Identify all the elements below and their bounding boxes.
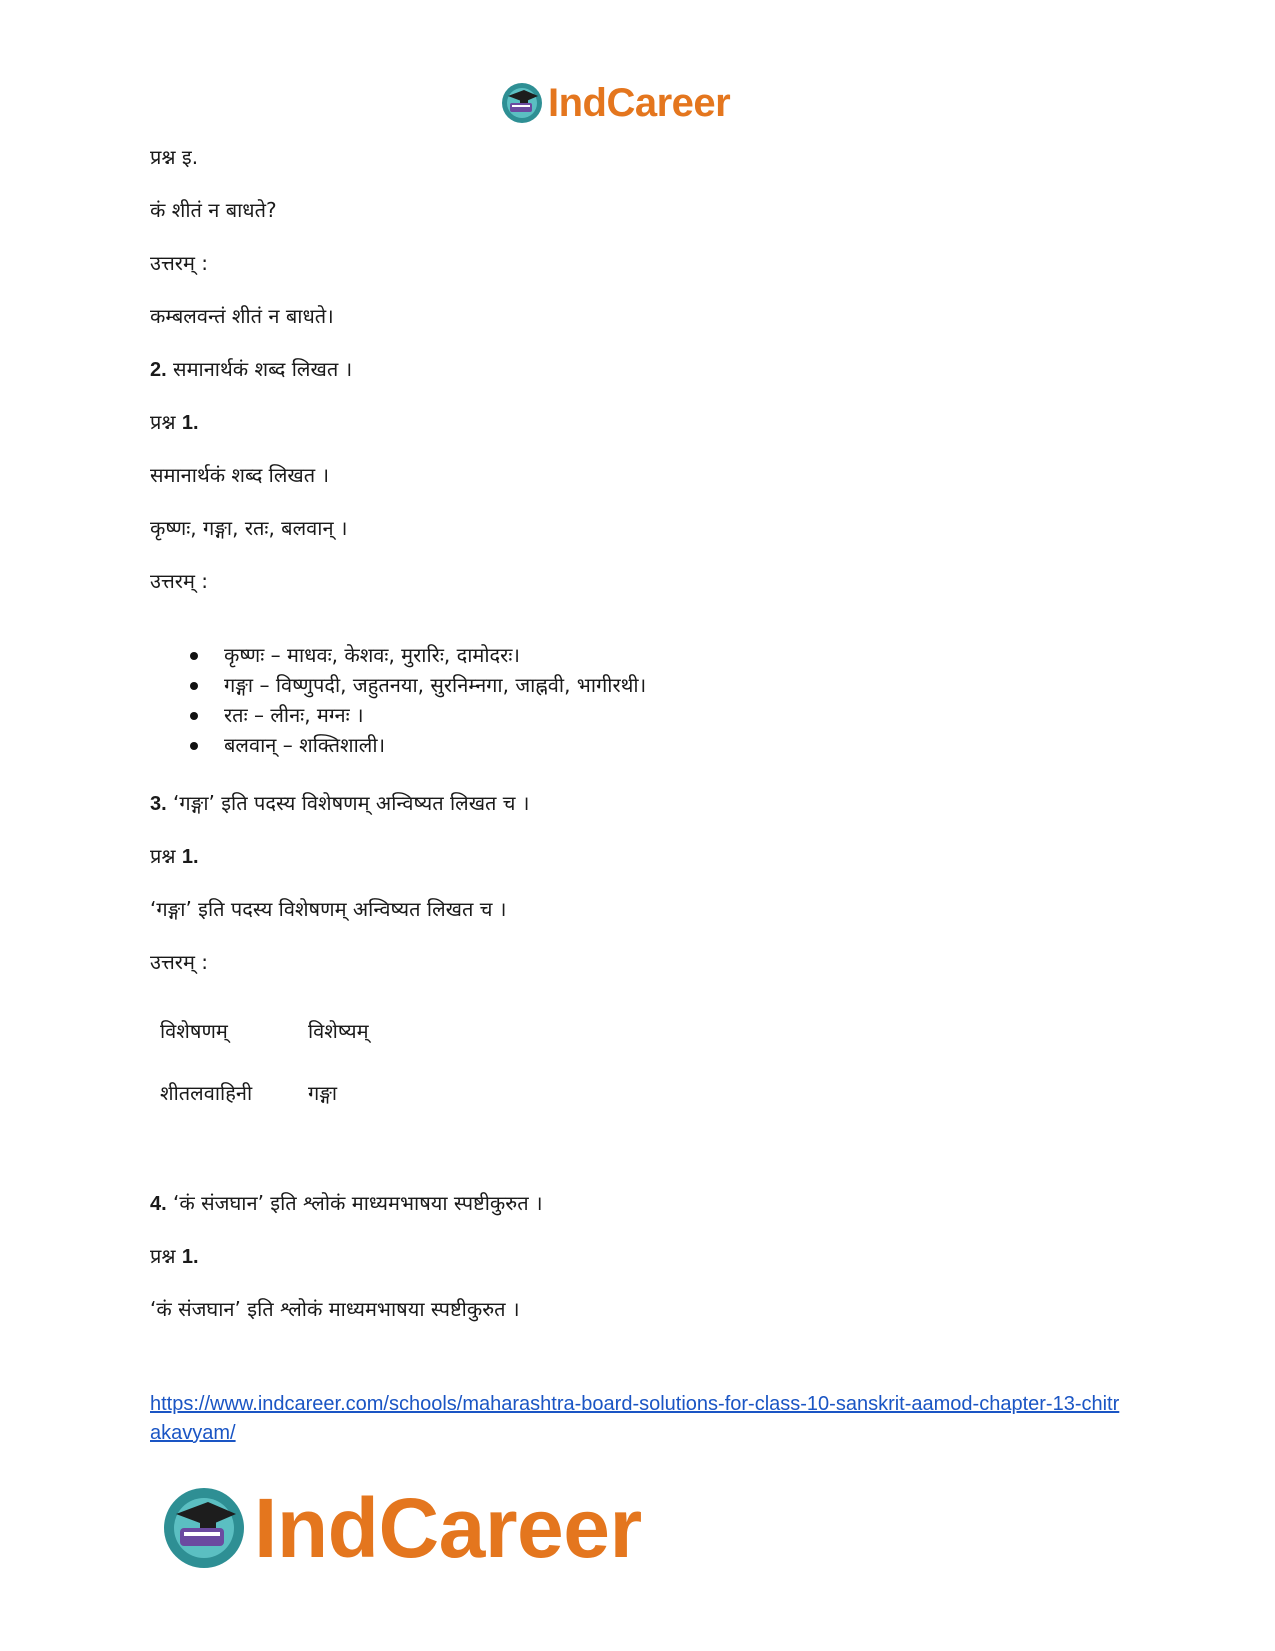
question-number: 1. bbox=[181, 846, 199, 868]
question-label bbox=[150, 409, 199, 436]
section-number: 3. bbox=[150, 793, 167, 815]
section-title: ‘गङ्गा’ इति पदस्य विशेषणम् अन्विष्यत लिखत च । bbox=[173, 791, 530, 815]
section-title: समानार्थकं शब्द लिखत । bbox=[173, 357, 353, 381]
question-word: प्रश्न bbox=[150, 1244, 176, 1268]
list-item: रतः – लीनः, मग्नः । bbox=[150, 700, 646, 730]
graduation-book-icon bbox=[160, 1484, 248, 1572]
answer-label: उत्तरम् : bbox=[150, 569, 209, 593]
question-text: समानार्थकं शब्द लिखत । bbox=[150, 463, 330, 487]
table-cell: गङ्गा bbox=[308, 1081, 338, 1105]
list-item: कृष्णः – माधवः, केशवः, मुरारिः, दामोदरः। bbox=[150, 640, 646, 670]
question-text: ‘कं संजघान’ इति श्लोकं माध्यमभाषया स्पष्टीकुरुत । bbox=[150, 1297, 520, 1321]
question-word: प्रश्न bbox=[150, 844, 176, 868]
list-item: गङ्गा – विष्णुपदी, जहुतनया, सुरनिम्नगा, जाह्नवी, भागीरथी। bbox=[150, 670, 646, 700]
synonym-list bbox=[150, 640, 646, 760]
section-heading-3 bbox=[150, 790, 529, 817]
section-heading-4 bbox=[150, 1190, 543, 1217]
table-row bbox=[150, 1050, 388, 1112]
question-label bbox=[150, 1243, 199, 1270]
question-number: 1. bbox=[181, 1246, 199, 1268]
answer-label: उत्तरम् : bbox=[150, 950, 209, 974]
question-text: ‘गङ्गा’ इति पदस्य विशेषणम् अन्विष्यत लिखत च । bbox=[150, 897, 507, 921]
question-words: कृष्णः, गङ्गा, रतः, बलवान् । bbox=[150, 516, 348, 540]
question-word: प्रश्न bbox=[150, 410, 176, 434]
section-number: 4. bbox=[150, 1193, 167, 1215]
section-title: ‘कं संजघान’ इति श्लोकं माध्यमभाषया स्पष्टीकुरुत । bbox=[173, 1191, 543, 1215]
table-cell: शीतलवाहिनी bbox=[160, 1081, 253, 1105]
table-header: विशेष्यम् bbox=[308, 1019, 369, 1043]
list-item: बलवान् – शक्तिशाली। bbox=[150, 730, 646, 760]
source-link[interactable]: https://www.indcareer.com/schools/maharashtra-board-solutions-for-class-10-sanskrit-aamod-chapter-13-chitrakavyam/ bbox=[150, 1393, 1120, 1444]
table-header: विशेषणम् bbox=[160, 1019, 228, 1043]
question-text: कं शीतं न बाधते? bbox=[150, 198, 277, 222]
question-number: 1. bbox=[181, 412, 199, 434]
logo-text: IndCareer bbox=[548, 81, 731, 125]
section-heading-2 bbox=[150, 356, 352, 383]
question-label: प्रश्न इ. bbox=[150, 145, 199, 169]
question-label bbox=[150, 843, 199, 870]
adjective-table bbox=[150, 1012, 388, 1112]
answer-text: कम्बलवन्तं शीतं न बाधते। bbox=[150, 304, 334, 328]
graduation-book-icon bbox=[500, 81, 544, 125]
logo-text: IndCareer bbox=[254, 1481, 642, 1575]
footer-logo bbox=[160, 1478, 642, 1578]
answer-label: उत्तरम् : bbox=[150, 251, 209, 275]
section-number: 2. bbox=[150, 359, 167, 381]
header-logo bbox=[500, 78, 730, 128]
table-header-row bbox=[150, 1012, 388, 1050]
